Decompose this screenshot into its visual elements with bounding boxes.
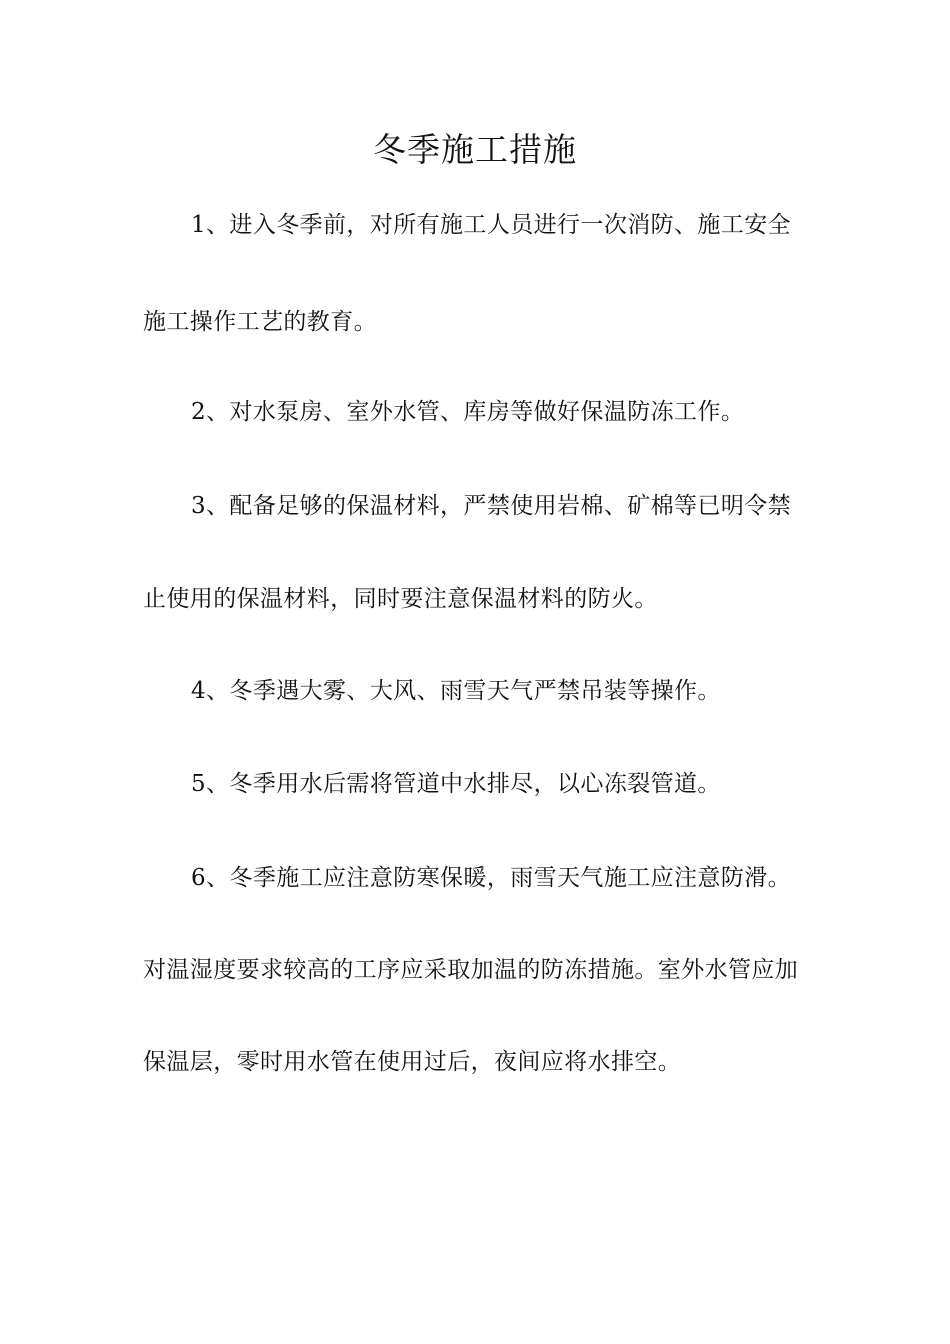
paragraph-5-line-1: 5、冬季用水后需将管道中水排尽，以心冻裂管道。 xyxy=(191,771,721,797)
paragraph-3-line-2: 止使用的保温材料，同时要注意保温材料的防火。 xyxy=(143,586,658,612)
paragraph-3-line-1: 3、配备足够的保温材料，严禁使用岩棉、矿棉等已明令禁 xyxy=(191,493,792,519)
paragraph-1-line-2: 施工操作工艺的教育。 xyxy=(143,309,377,335)
paragraph-6-line-2: 对温湿度要求较高的工序应采取加温的防冻措施。室外水管应加 xyxy=(143,957,799,983)
paragraph-2-line-1: 2、对水泵房、室外水管、库房等做好保温防冻工作。 xyxy=(191,399,745,425)
paragraph-4-line-1: 4、冬季遇大雾、大风、雨雪天气严禁吊装等操作。 xyxy=(191,678,721,704)
paragraph-1-line-1: 1、进入冬季前，对所有施工人员进行一次消防、施工安全 xyxy=(191,212,792,238)
paragraph-6-line-3: 保温层，零时用水管在使用过后，夜间应将水排空。 xyxy=(143,1049,682,1075)
document-title: 冬季施工措施 xyxy=(373,130,577,169)
paragraph-6-line-1: 6、冬季施工应注意防寒保暖，雨雪天气施工应注意防滑。 xyxy=(191,865,792,891)
